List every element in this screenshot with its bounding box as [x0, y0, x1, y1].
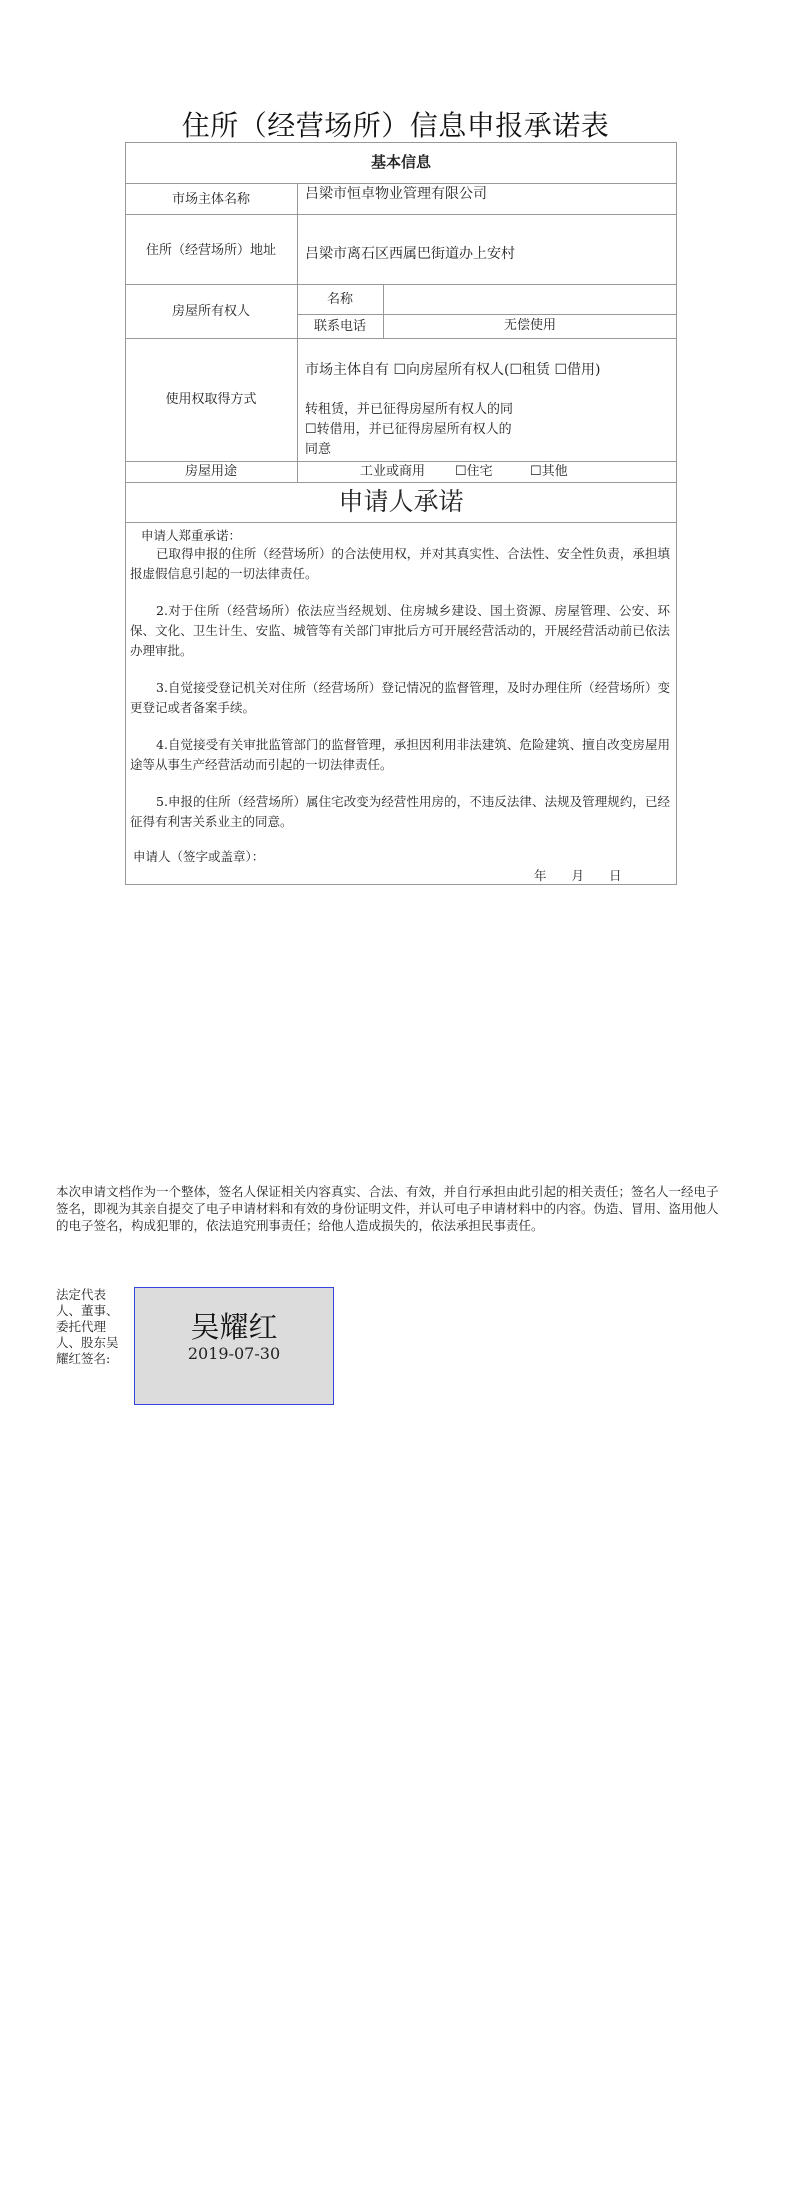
signature-date: 2019-07-30: [187, 1344, 281, 1363]
commitment-item: 4.自觉接受有关审批监管部门的监督管理，承担因利用非法建筑、危险建筑、擅自改变房屋用途等从事生产经营活动而引起的一切法律责任。: [130, 737, 670, 772]
use-right-option-line: 同意: [305, 442, 332, 457]
commitment-item: 已取得申报的住所（经营场所）的合法使用权，并对其真实性、合法性、安全性负责，承担填报虚假信息引起的一切法律责任。: [130, 546, 670, 581]
table-divider: [297, 338, 298, 482]
usage-label: 房屋用途: [184, 464, 237, 479]
table-divider: [125, 338, 677, 339]
usage-option-other: ☐其他: [530, 464, 568, 479]
table-divider: [125, 284, 677, 285]
commitment-item: 2.对于住所（经营场所）依法应当经规划、住房城乡建设、国土资源、房屋管理、公安、环保、文化、卫生计生、安监、城管等有关部门审批后方可开展经营活动的，开展经营活动前已依法办理审批。: [130, 603, 670, 658]
commitment-item: 5.申报的住所（经营场所）属住宅改变为经营性用房的，不违反法律、法规及管理规约，已经征得有利害关系业主的同意。: [130, 794, 670, 829]
use-right-option-line: 市场主体自有 ☐向房屋所有权人(☐租赁 ☐借用): [305, 362, 601, 378]
use-right-option-line: ☐转借用，并已征得房屋所有权人的: [305, 422, 512, 437]
signer-name: 吴耀红: [190, 1310, 278, 1344]
usage-option-residential: ☐住宅: [455, 464, 493, 479]
e-signature-stamp: [134, 1287, 334, 1405]
address-value: 吕梁市离石区西属巴街道办上安村: [305, 246, 515, 262]
address-label: 住所（经营场所）地址: [145, 243, 276, 258]
document-title: 住所（经营场所）信息申报承诺表: [181, 109, 610, 142]
owner-phone-value: 无偿使用: [503, 318, 556, 333]
table-divider: [297, 314, 677, 315]
entity-name-label: 市场主体名称: [171, 192, 250, 207]
table-divider: [125, 522, 677, 523]
date-label: 年 月 日: [534, 868, 622, 883]
e-signature-declaration: 本次申请文档作为一个整体，签名人保证相关内容真实、合法、有效，并自行承担由此引起的相关责任；签名人一经电子签名，即视为其亲自提交了电子申请材料和有效的身份证明文件，并认可电子申请材料中的内容。伪造、冒用、盗用他人的电子签名，构成犯罪的，依法追究刑事责任；给他人造成损失的，依法承担民事责任。: [56, 1184, 719, 1233]
owner-phone-label: 联系电话: [313, 319, 366, 334]
table-divider: [297, 183, 298, 338]
table-divider: [125, 461, 677, 462]
basic-info-heading: 基本信息: [370, 153, 431, 171]
signature-label: 申请人（签字或盖章）：: [133, 849, 265, 864]
table-divider: [125, 214, 677, 215]
commitment-intro: 申请人郑重承诺：: [141, 528, 242, 543]
entity-name-value: 吕梁市恒卓物业管理有限公司: [305, 186, 487, 202]
signer-label: 法定代表人、董事、委托代理人、股东吴耀红签名:: [56, 1287, 119, 1366]
commitment-item: 3.自觉接受登记机关对住所（经营场所）登记情况的监督管理，及时办理住所（经营场所）变更登记或者备案手续。: [130, 680, 670, 715]
usage-option-commercial: 工业或商用: [360, 464, 426, 479]
table-divider: [125, 482, 677, 483]
commitment-heading: 申请人承诺: [338, 487, 464, 516]
owner-label: 房屋所有权人: [171, 304, 250, 319]
use-right-option-line: 转租赁，并已征得房屋所有权人的同: [305, 402, 514, 417]
commitment-items: [130, 544, 670, 849]
owner-name-label: 名称: [326, 292, 353, 307]
table-divider: [125, 183, 677, 184]
use-right-label: 使用权取得方式: [165, 392, 257, 407]
